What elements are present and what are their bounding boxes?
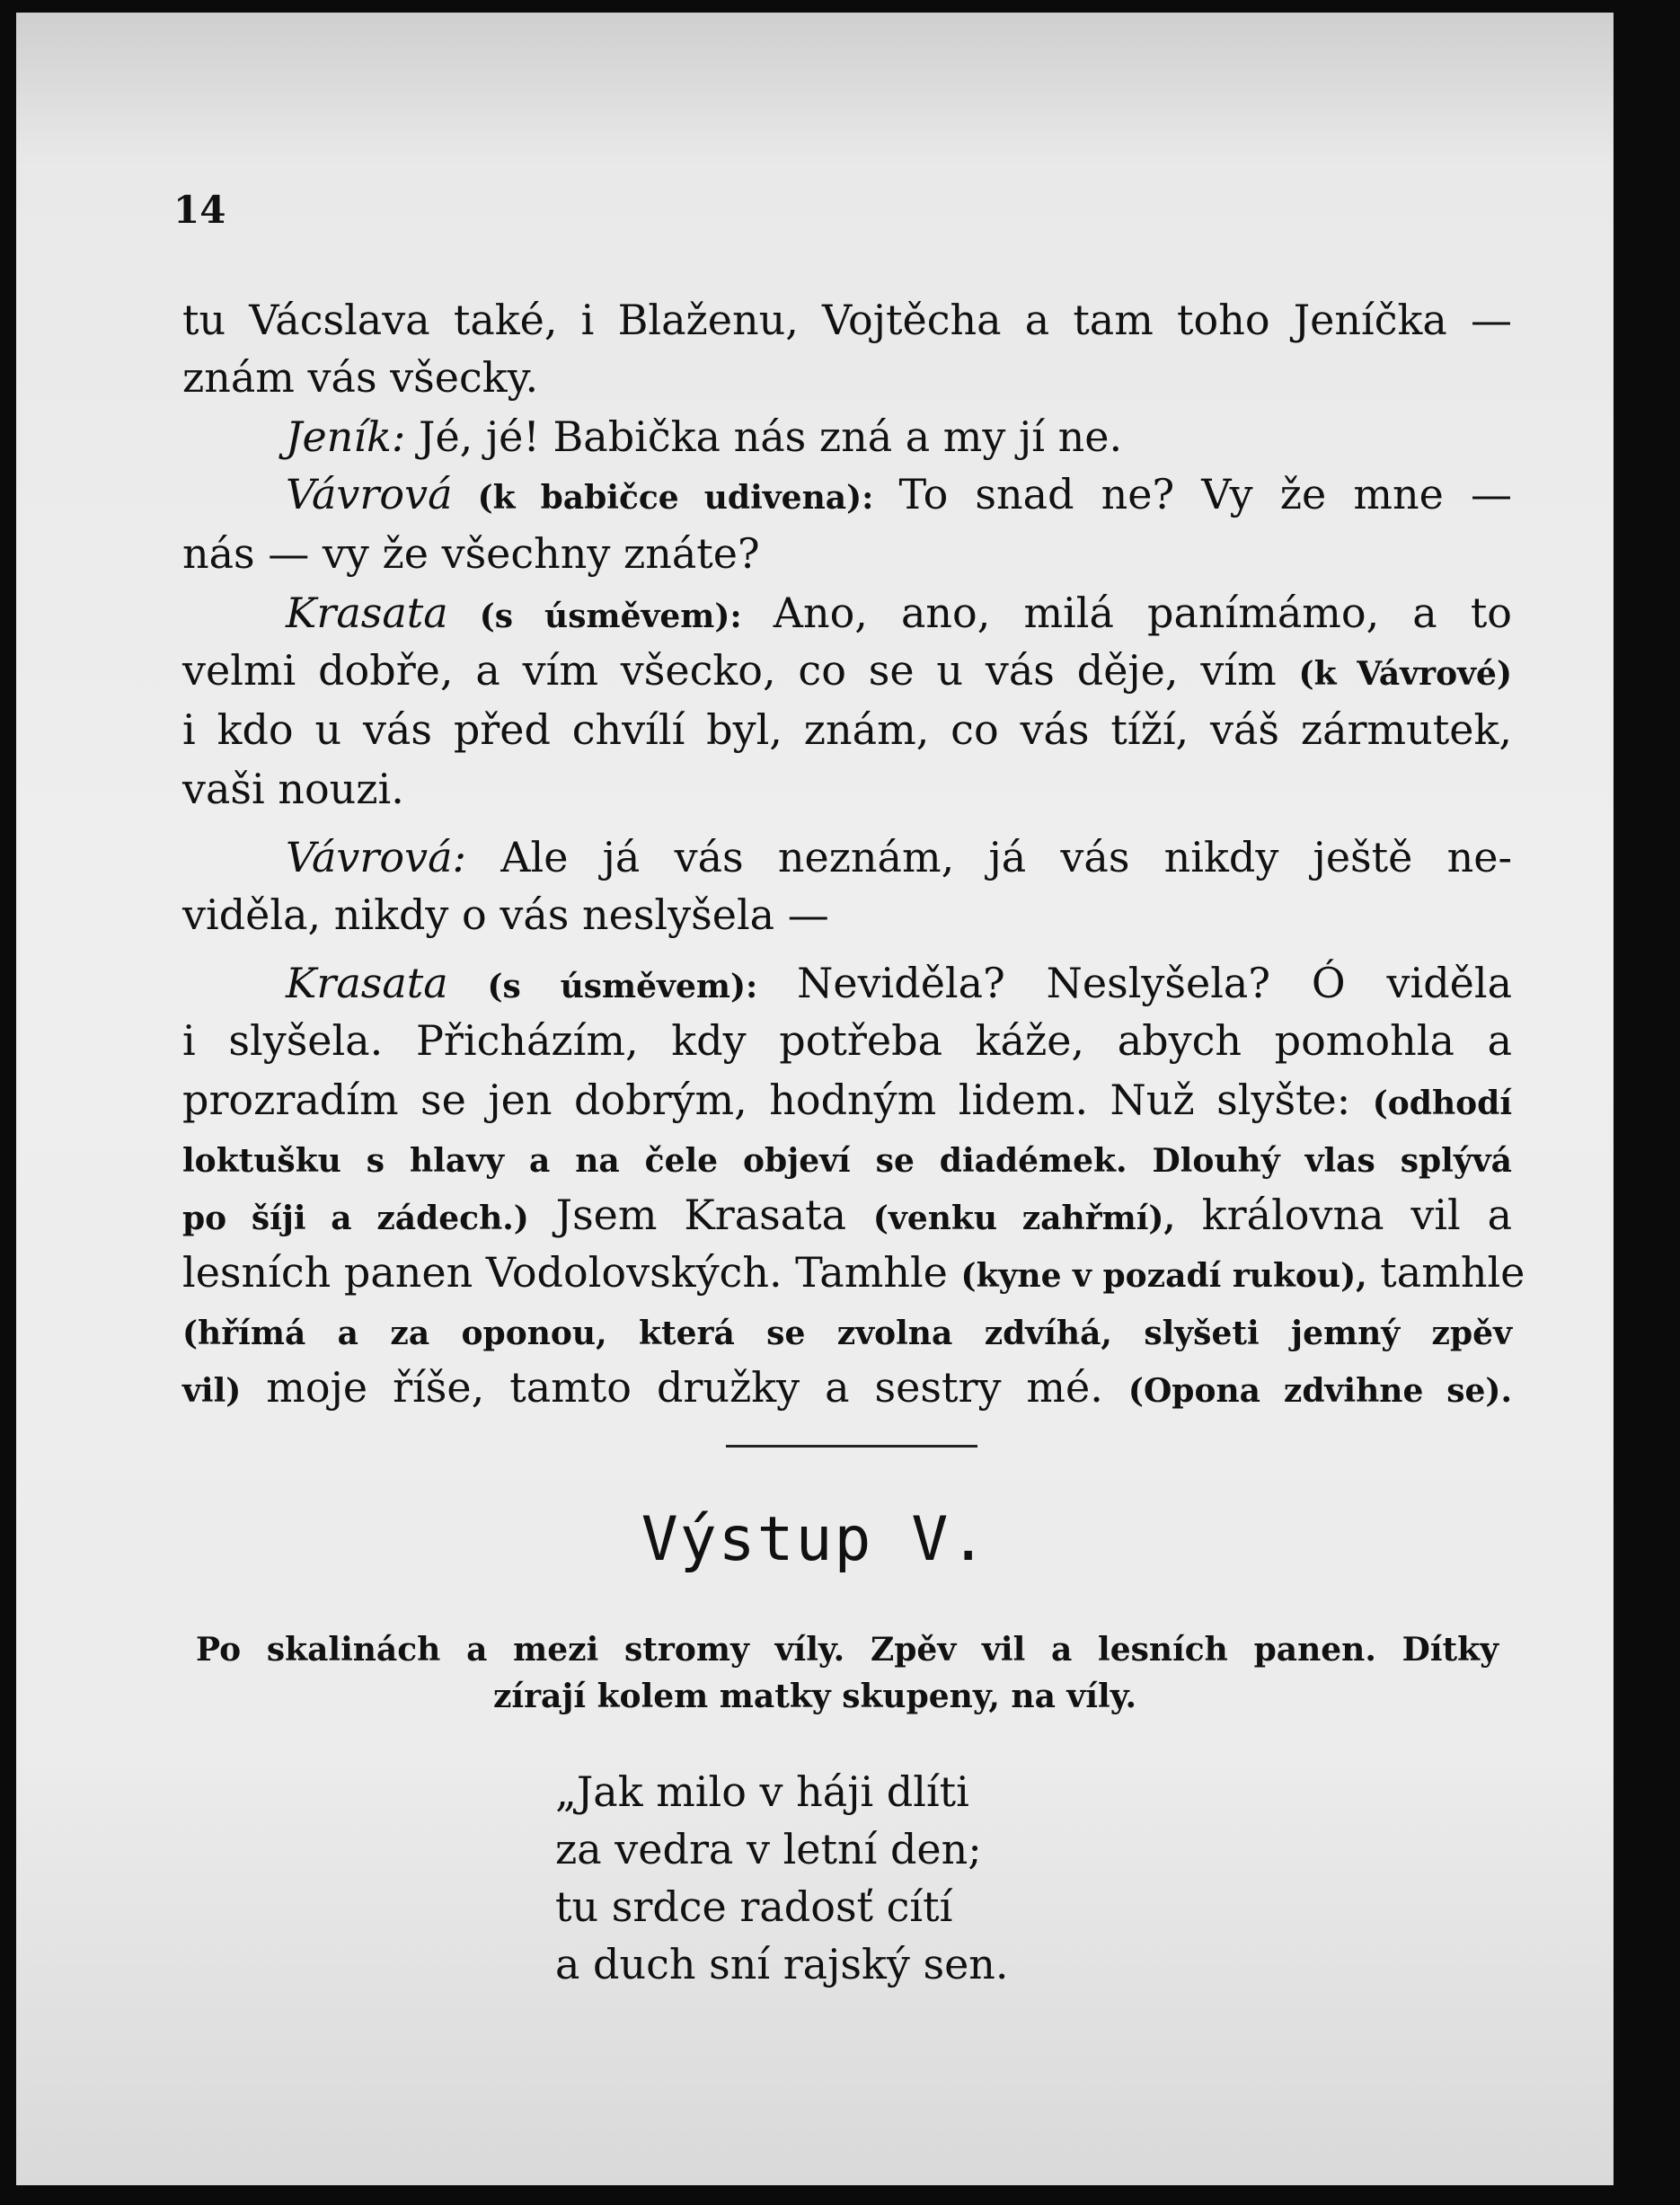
stage-direction: (s úsměvem): <box>447 598 774 635</box>
dialogue-text: Jsem Krasata <box>528 1191 873 1239</box>
speaker-name: Krasata <box>286 959 448 1007</box>
text-line: i kdo u vás před chvílí byl, znám, co vás tíží, váš zármutek, <box>182 705 1512 754</box>
scene-heading: Výstup V. <box>641 1504 989 1575</box>
stage-direction: (s úsměvem): <box>447 968 798 1005</box>
text-line <box>182 1359 1512 1420</box>
dialogue-line <box>286 584 1512 645</box>
stage-direction: vil) <box>182 1372 242 1410</box>
text-line <box>182 1071 1512 1132</box>
stage-direction: po šíji a zádech.) <box>182 1200 529 1237</box>
section-divider <box>726 1445 977 1448</box>
book-page <box>16 13 1614 2185</box>
dialogue-text: velmi dobře, a vím všecko, co se u vás děje, vím <box>182 646 1299 695</box>
speaker-name: Krasata <box>286 589 448 637</box>
stage-direction: loktušku s hlavy a na čele objeví se diadémek. Dlouhý vlas splývá <box>182 1142 1512 1180</box>
stage-direction: (venku zahřmí), <box>872 1200 1175 1237</box>
verse-line: za vedra v letní den; <box>555 1825 982 1873</box>
stage-direction: (k babičce udivena): <box>452 479 899 517</box>
scene-stage-direction: Po skalinách a mezi stromy víly. Zpěv vil a lesních panen. Dítky <box>196 1631 1499 1669</box>
text-line: viděla, nikdy o vás neslyšela — <box>182 890 829 939</box>
dialogue-text: Ano, ano, milá panímámo, a to <box>773 589 1512 637</box>
stage-direction: (kyne v pozadí rukou), <box>960 1257 1367 1295</box>
stage-direction: (k Vávrové) <box>1298 655 1512 693</box>
text-line: vaši nouzi. <box>182 765 404 813</box>
dialogue-text: tamhle <box>1366 1248 1525 1297</box>
dialogue-line <box>286 828 1512 886</box>
speaker-name: Jeník: <box>286 412 406 461</box>
text-line <box>182 1244 1525 1305</box>
dialogue-text: Jé, jé! Babička nás zná a my jí ne. <box>405 412 1123 461</box>
dialogue-line <box>286 465 1512 527</box>
text-line: znám vás všecky. <box>182 353 539 402</box>
dialogue-line <box>286 954 1512 1015</box>
text-line <box>182 1301 1512 1362</box>
dialogue-text: Ale já vás neznám, já vás nikdy ještě ne- <box>466 833 1512 881</box>
verse-line: tu srdce radosť cítí <box>555 1882 953 1931</box>
text-line: i slyšela. Přicházím, kdy potřeba káže, abych pomohla a <box>182 1016 1512 1065</box>
speaker-name: Vávrová: <box>286 833 467 881</box>
stage-direction: (hřímá a za oponou, která se zvolna zdvíhá, slyšeti jemný zpěv <box>182 1315 1512 1352</box>
verse-line: a duch sní rajský sen. <box>555 1940 1009 1988</box>
dialogue-text: moje říše, tamto družky a sestry mé. <box>241 1363 1128 1412</box>
stage-direction: (Opona zdvihne se). <box>1127 1372 1512 1410</box>
stage-direction: (odhodí <box>1372 1085 1512 1122</box>
text-line <box>182 1186 1512 1247</box>
scene-stage-direction: zírají kolem matky skupeny, na víly. <box>492 1678 1137 1715</box>
dialogue-line <box>286 408 1238 465</box>
text-line: nás — vy že všechny znáte? <box>182 529 760 578</box>
text-line <box>182 1129 1512 1190</box>
text-line <box>182 642 1512 703</box>
dialogue-text: královna vil a <box>1175 1191 1512 1239</box>
dialogue-text: lesních panen Vodolovských. Tamhle <box>182 1248 961 1297</box>
dialogue-text: prozradím se jen dobrým, hodným lidem. Nuž slyšte: <box>182 1076 1373 1124</box>
dialogue-text: To snad ne? Vy že mne — <box>898 470 1513 518</box>
verse-line: „Jak milo v háji dlíti <box>555 1767 969 1816</box>
dialogue-text: Neviděla? Neslyšela? Ó viděla <box>797 959 1512 1007</box>
page-number: 14 <box>173 188 226 232</box>
speaker-name: Vávrová <box>286 470 453 518</box>
text-line: tu Vácslava také, i Blaženu, Vojtěcha a tam toho Jeníčka — <box>182 296 1512 344</box>
